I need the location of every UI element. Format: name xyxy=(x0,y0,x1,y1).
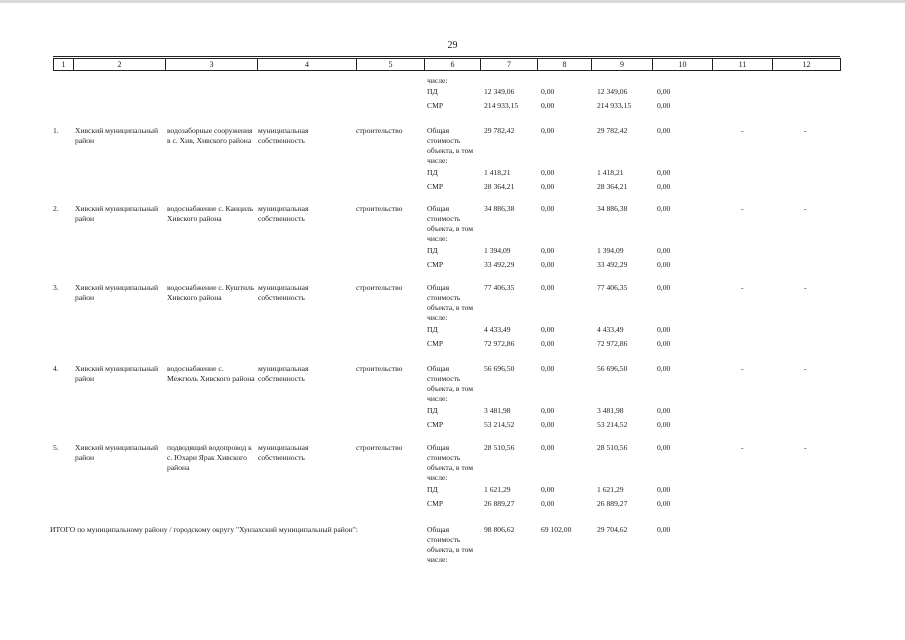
entry-row-label: ПД xyxy=(427,325,438,334)
entry-total-col7: 77 406,35 xyxy=(484,283,515,292)
page-number: 29 xyxy=(447,40,458,51)
entry-total-col9: 28 510,56 xyxy=(597,443,628,452)
entry-row-col9: 4 433,49 xyxy=(597,325,624,334)
entry-row-label: СМР xyxy=(427,499,444,508)
column-header-5: 5 xyxy=(357,59,425,71)
entry-total-label: Общая стоимость объекта, в том числе: xyxy=(427,204,474,243)
entry-total-label: Общая стоимость объекта, в том числе: xyxy=(427,443,474,482)
entry-work-type: строительство xyxy=(356,283,403,292)
entry-row-label: СМР xyxy=(427,182,444,191)
entry-total-col10: 0,00 xyxy=(657,283,671,292)
entry-row-col7: 3 481,98 xyxy=(484,406,511,415)
entry-work-type: строительство xyxy=(356,126,403,135)
entry-total-col10: 0,00 xyxy=(657,204,671,213)
entry-total-label: Общая стоимость объекта, в том числе: xyxy=(427,126,474,165)
entry-total-col8: 0,00 xyxy=(541,443,555,452)
entry-row-col9: 72 972,86 xyxy=(597,339,628,348)
entry-row-col10: 0,00 xyxy=(657,182,671,191)
entry-district: Хивский муниципальный район xyxy=(75,283,159,302)
entry-row-col10: 0,00 xyxy=(657,168,671,177)
entry-number: 5. xyxy=(53,443,59,452)
grand-total-label: ИТОГО по муниципальному району / городскому округу "Хунзахский муниципальный район": xyxy=(50,525,358,534)
entry-row-col9: 28 364,21 xyxy=(597,182,628,191)
column-header-1: 1 xyxy=(54,59,74,71)
continuation-col7: 12 349,06 xyxy=(484,87,515,96)
entry-row-col10: 0,00 xyxy=(657,485,671,494)
continuation-label: числе: xyxy=(427,76,448,85)
entry-row-label: ПД xyxy=(427,246,438,255)
entry-total-col8: 0,00 xyxy=(541,204,555,213)
continuation-col10: 0,00 xyxy=(657,87,671,96)
column-header-10: 10 xyxy=(653,59,713,71)
entry-row-col7: 1 621,29 xyxy=(484,485,511,494)
column-header-row xyxy=(53,58,841,71)
entry-row-col7: 1 418,21 xyxy=(484,168,511,177)
entry-total-col10: 0,00 xyxy=(657,443,671,452)
entry-row-col8: 0,00 xyxy=(541,420,555,429)
entry-total-col10: 0,00 xyxy=(657,126,671,135)
entry-ownership: муниципальная собственность xyxy=(258,283,309,302)
entry-object: водоснабжение с. Межгюль Хивского района xyxy=(167,364,255,383)
entry-work-type: строительство xyxy=(356,204,403,213)
entry-ownership: муниципальная собственность xyxy=(258,364,309,383)
entry-total-label: Общая стоимость объекта, в том числе: xyxy=(427,364,474,403)
entry-number: 2. xyxy=(53,204,59,213)
grand-total-col7: 98 806,62 xyxy=(484,525,515,534)
entry-ownership: муниципальная собственность xyxy=(258,126,309,145)
continuation-col7: 214 933,15 xyxy=(484,101,519,110)
entry-ownership: муниципальная собственность xyxy=(258,204,309,223)
entry-total-col8: 0,00 xyxy=(541,283,555,292)
entry-row-col8: 0,00 xyxy=(541,260,555,269)
entry-total-col11: - xyxy=(741,364,744,373)
entry-row-col10: 0,00 xyxy=(657,260,671,269)
entry-object: водоснабжение с. Канциль Хивского района xyxy=(167,204,254,223)
entry-work-type: строительство xyxy=(356,364,403,373)
entry-row-col7: 53 214,52 xyxy=(484,420,515,429)
entry-total-col12: - xyxy=(804,126,807,135)
entry-total-col7: 56 696,50 xyxy=(484,364,515,373)
entry-row-label: СМР xyxy=(427,260,444,269)
entry-total-col8: 0,00 xyxy=(541,126,555,135)
entry-row-col8: 0,00 xyxy=(541,485,555,494)
entry-row-col7: 33 492,29 xyxy=(484,260,515,269)
entry-total-label: Общая стоимость объекта, в том числе: xyxy=(427,283,474,322)
entry-row-label: СМР xyxy=(427,339,444,348)
continuation-col10: 0,00 xyxy=(657,101,671,110)
entry-district: Хивский муниципальный район xyxy=(75,126,159,145)
column-header-12: 12 xyxy=(773,59,841,71)
entry-row-col8: 0,00 xyxy=(541,168,555,177)
entry-district: Хивский муниципальный район xyxy=(75,364,159,383)
entry-row-col9: 26 889,27 xyxy=(597,499,628,508)
column-header-4: 4 xyxy=(258,59,357,71)
entry-total-col11: - xyxy=(741,283,744,292)
grand-total-col8: 69 102,00 xyxy=(541,525,572,534)
entry-row-col9: 1 418,21 xyxy=(597,168,624,177)
entry-row-col9: 1 394,09 xyxy=(597,246,624,255)
entry-row-col8: 0,00 xyxy=(541,246,555,255)
entry-row-col9: 33 492,29 xyxy=(597,260,628,269)
entry-row-label: ПД xyxy=(427,168,438,177)
entry-total-col9: 77 406,35 xyxy=(597,283,628,292)
entry-total-col11: - xyxy=(741,204,744,213)
entry-row-col8: 0,00 xyxy=(541,339,555,348)
entry-total-col8: 0,00 xyxy=(541,364,555,373)
column-header-11: 11 xyxy=(713,59,773,71)
entry-ownership: муниципальная собственность xyxy=(258,443,309,462)
column-header-9: 9 xyxy=(592,59,653,71)
entry-row-col8: 0,00 xyxy=(541,325,555,334)
continuation-row-label: СМР xyxy=(427,101,444,110)
entry-row-col7: 1 394,09 xyxy=(484,246,511,255)
entry-total-col11: - xyxy=(741,443,744,452)
entry-number: 3. xyxy=(53,283,59,292)
entry-row-col7: 26 889,27 xyxy=(484,499,515,508)
entry-row-col8: 0,00 xyxy=(541,182,555,191)
entry-row-col10: 0,00 xyxy=(657,420,671,429)
column-header-8: 8 xyxy=(538,59,592,71)
entry-row-col7: 72 972,86 xyxy=(484,339,515,348)
entry-number: 1. xyxy=(53,126,59,135)
entry-total-col9: 34 886,38 xyxy=(597,204,628,213)
entry-total-col7: 34 886,38 xyxy=(484,204,515,213)
continuation-col8: 0,00 xyxy=(541,101,555,110)
continuation-col8: 0,00 xyxy=(541,87,555,96)
entry-row-label: ПД xyxy=(427,485,438,494)
entry-total-col12: - xyxy=(804,204,807,213)
entry-row-col8: 0,00 xyxy=(541,406,555,415)
entry-row-col7: 28 364,21 xyxy=(484,182,515,191)
entry-row-label: СМР xyxy=(427,420,444,429)
entry-row-col10: 0,00 xyxy=(657,246,671,255)
entry-row-col7: 4 433,49 xyxy=(484,325,511,334)
entry-object: подводящий водопровод к с. Юхари Ярак Хивского района xyxy=(167,443,252,472)
entry-row-col10: 0,00 xyxy=(657,499,671,508)
entry-district: Хивский муниципальный район xyxy=(75,443,159,462)
continuation-col9: 214 933,15 xyxy=(597,101,632,110)
entry-total-col9: 29 782,42 xyxy=(597,126,628,135)
entry-district: Хивский муниципальный район xyxy=(75,204,159,223)
entry-row-col10: 0,00 xyxy=(657,339,671,348)
entry-total-col7: 28 510,56 xyxy=(484,443,515,452)
entry-total-col12: - xyxy=(804,443,807,452)
grand-total-col10: 0,00 xyxy=(657,525,671,534)
column-header-3: 3 xyxy=(166,59,258,71)
scan-edge xyxy=(0,0,905,3)
entry-total-col7: 29 782,42 xyxy=(484,126,515,135)
entry-work-type: строительство xyxy=(356,443,403,452)
column-header-6: 6 xyxy=(425,59,481,71)
column-header-7: 7 xyxy=(481,59,538,71)
entry-row-label: ПД xyxy=(427,406,438,415)
column-header-2: 2 xyxy=(74,59,166,71)
entry-row-col9: 1 621,29 xyxy=(597,485,624,494)
entry-total-col12: - xyxy=(804,283,807,292)
entry-total-col11: - xyxy=(741,126,744,135)
continuation-col9: 12 349,06 xyxy=(597,87,628,96)
entry-total-col9: 56 696,50 xyxy=(597,364,628,373)
continuation-row-label: ПД xyxy=(427,87,438,96)
grand-total-col9: 29 704,62 xyxy=(597,525,628,534)
entry-total-col12: - xyxy=(804,364,807,373)
grand-total-desc: Общая стоимость объекта, в том числе: xyxy=(427,525,474,564)
entry-number: 4. xyxy=(53,364,59,373)
entry-row-col8: 0,00 xyxy=(541,499,555,508)
entry-row-col10: 0,00 xyxy=(657,406,671,415)
entry-row-col9: 53 214,52 xyxy=(597,420,628,429)
entry-total-col10: 0,00 xyxy=(657,364,671,373)
entry-row-col10: 0,00 xyxy=(657,325,671,334)
table-top-rule xyxy=(53,56,840,57)
entry-object: водозаборные сооружения в с. Хив, Хивского района xyxy=(167,126,253,145)
entry-object: водоснабжение с. Куштиль Хивского района xyxy=(167,283,255,302)
entry-row-col9: 3 481,98 xyxy=(597,406,624,415)
